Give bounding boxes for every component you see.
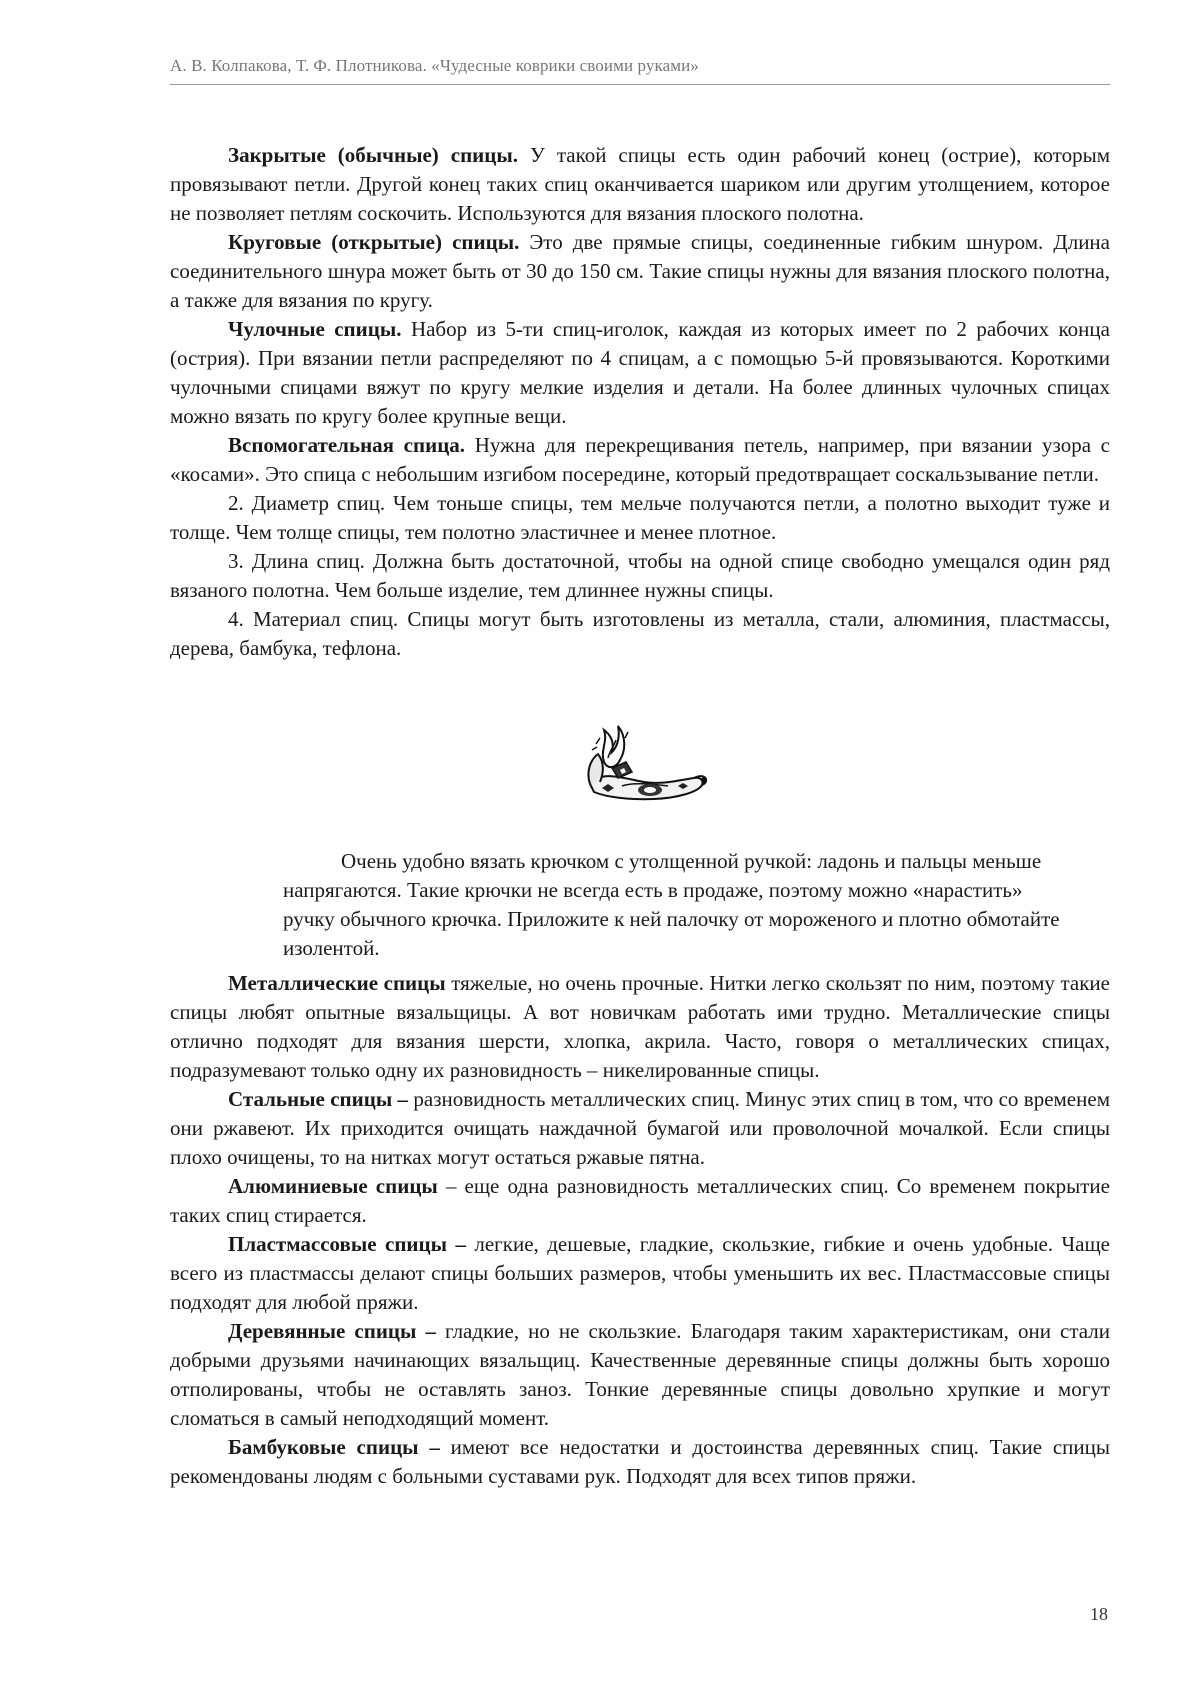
term-stocking-needles: Чулочные спицы. xyxy=(228,317,402,341)
term-aluminium-needles: Алюминиевые спицы xyxy=(228,1174,438,1198)
term-bamboo-needles: Бамбуковые спицы – xyxy=(228,1435,440,1459)
flying-carpet-illustration-icon xyxy=(582,722,710,812)
header-divider xyxy=(170,84,1110,85)
term-circular-needles: Круговые (открытые) спицы. xyxy=(228,230,520,254)
term-steel-needles: Стальные спицы – xyxy=(228,1087,409,1111)
text-block-needle-materials xyxy=(170,969,1110,1491)
paragraph-needle-diameter: 2. Диаметр спиц. Чем тоньше спицы, тем мельче получаются петли, а полотно выходит туже и толще. Чем толще спицы, тем полотно эластичнее и менее плотное. xyxy=(170,491,1110,544)
paragraph-closed-needles: Закрытые (обычные) спицы. У такой спицы есть один рабочий конец (острие), которым провязывают петли. Другой конец таких спиц оканчивается шариком или другим утолщением, которое не позволяет петлям соскочить. Используются для вязания плоского полотна. xyxy=(170,143,1110,225)
paragraph-plastic-needles: Пластмассовые спицы – легкие, дешевые, гладкие, скользкие, гибкие и очень удобные. Чаще всего из пластмассы делают спицы больших размеров, чтобы уменьшить их вес. Пластмассовые спицы подходят для любой пряжи. xyxy=(170,1232,1110,1314)
term-auxiliary-needle: Вспомогательная спица. xyxy=(228,433,466,457)
paragraph-needle-material: 4. Материал спиц. Спицы могут быть изготовлены из металла, стали, алюминия, пластмассы, дерева, бамбука, тефлона. xyxy=(170,607,1110,660)
running-header: А. В. Колпакова, Т. Ф. Плотникова. «Чудесные коврики своими руками» xyxy=(170,56,699,75)
paragraph-metal-needles: Металлические спицы тяжелые, но очень прочные. Нитки легко скользят по ним, поэтому такие спицы любят опытные вязальщицы. А вот новичкам работать ими трудно. Металлические спицы отлично подходят для вязания шерсти, хлопка, акрила. Часто, говоря о металлических спицах, подразумевают только одну их разновидность – никелированные спицы. xyxy=(170,971,1110,1082)
paragraph-needle-length: 3. Длина спиц. Должна быть достаточной, чтобы на одной спице свободно умещался один ряд вязаного полотна. Чем больше изделие, тем длиннее нужны спицы. xyxy=(170,549,1110,602)
term-metal-needles: Металлические спицы xyxy=(228,971,446,995)
tip-box xyxy=(283,847,1073,963)
paragraph-bamboo-needles: Бамбуковые спицы – имеют все недостатки и достоинства деревянных спиц. Такие спицы рекомендованы людям с больными суставами рук. Подходят для всех типов пряжи. xyxy=(170,1435,1110,1488)
paragraph-circular-needles: Круговые (открытые) спицы. Это две прямые спицы, соединенные гибким шнуром. Длина соединительного шнура может быть от 30 до 150 см. Такие спицы нужны для вязания плоского полотна, а также для вязания по кругу. xyxy=(170,230,1110,312)
text-block-needle-types xyxy=(170,141,1110,663)
paragraph-steel-needles: Стальные спицы – разновидность металлических спиц. Минус этих спиц в том, что со временем они ржавеют. Их приходится очищать наждачной бумагой или проволочной мочалкой. Если спицы плохо очищены, то на нитках могут остаться ржавые пятна. xyxy=(170,1087,1110,1169)
paragraph-aluminium-needles: Алюминиевые спицы – еще одна разновидность металлических спиц. Со временем покрытие таких спиц стирается. xyxy=(170,1174,1110,1227)
term-wooden-needles: Деревянные спицы – xyxy=(228,1319,436,1343)
term-closed-needles: Закрытые (обычные) спицы. xyxy=(228,143,519,167)
term-plastic-needles: Пластмассовые спицы – xyxy=(228,1232,466,1256)
paragraph-auxiliary-needle: Вспомогательная спица. Нужна для перекрещивания петель, например, при вязании узора с «косами». Это спица с небольшим изгибом посередине, который предотвращает соскальзывание петли. xyxy=(170,433,1111,486)
tip-text: Очень удобно вязать крючком с утолщенной ручкой: ладонь и пальцы меньше напрягаются. Такие крючки не всегда есть в продаже, поэтому можно «нарастить» ручку обычного крючка. Приложите к ней палочку от мороженого и плотно обмотайте изолентой. xyxy=(283,849,1060,960)
page-number: 18 xyxy=(1090,1604,1108,1624)
paragraph-wooden-needles: Деревянные спицы – гладкие, но не скользкие. Благодаря таким характеристикам, они стали добрыми друзьями начинающих вязальщиц. Качественные деревянные спицы должны быть хорошо отполированы, чтобы не оставлять заноз. Тонкие деревянные спицы довольно хрупкие и могут сломаться в самый неподходящий момент. xyxy=(170,1319,1110,1430)
paragraph-stocking-needles: Чулочные спицы. Набор из 5-ти спиц-иголок, каждая из которых имеет по 2 рабочих конца (острия). При вязании петли распределяют по 4 спицам, а с помощью 5-й провязываются. Короткими чулочными спицами вяжут по кругу мелкие изделия и детали. На более длинных чулочных спицах можно вязать по кругу более крупные вещи. xyxy=(170,317,1110,428)
